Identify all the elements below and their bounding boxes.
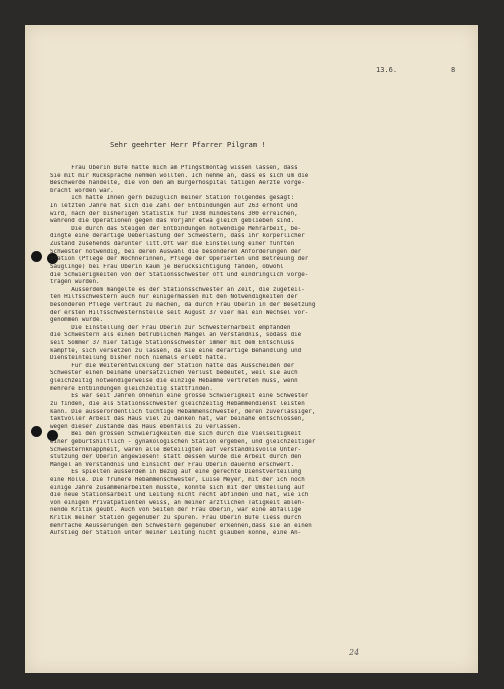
body-line: Aufstieg der Station unter meiner Leitung nicht glauben könne, eine An- <box>50 530 302 537</box>
body-line: eine Rolle. Die frühere Hebammenschwester, Luise Meyer, mit der ich noch <box>50 476 305 483</box>
body-line: Beschwerde handelte, die von den am Bürgerhospital tätigen Aerzte vorge- <box>50 180 305 187</box>
body-line: genommen wurde. <box>50 317 104 324</box>
body-line: die Schwestern als einen betrüblichen Mangel an Verständnis, sodass die <box>50 332 302 339</box>
body-line: Station (Pflege der Wöchnerinnen, Pflege der Operierten und Betreuung der <box>50 256 309 263</box>
body-line: nende Kritik geübt. Auch von Seiten der Frau Oberin, war eine abfällige <box>50 507 302 514</box>
letter-body <box>50 165 460 538</box>
body-line: die neue Stationsarbeit und Leitung nicht recht abfinden und hat, wie ich <box>50 492 309 499</box>
body-line: Kritik meiner Station gegenüber zu spüren. Frau Oberin Bufe liess durch <box>50 515 302 522</box>
punch-hole-1 <box>31 251 42 262</box>
body-line: wird, nach der bisherigen Statistik für 1938 mindestens 300 erreichen, <box>50 210 298 217</box>
body-line: mehrfache Aeusserungen den Schwestern gegenüber erkennen,dass sie an einen <box>50 522 312 529</box>
body-line: In letzten Jahre hat sich die Zahl der Entbindungen auf 263 erhöht und <box>50 203 298 210</box>
body-line: Sie mit mir Rücksprache nehmen wollten. Ich nehme an, dass es sich um die <box>50 172 309 179</box>
body-line: Säuglinge) bei Frau Oberin kaum je Berücksichtigung fanden, obwohl <box>50 263 284 270</box>
body-line: Die Einstellung der Frau Oberin zur Schwesternarbeit empfanden <box>50 324 291 331</box>
body-line: einer geburtshilflich - gynäkologischen Station ergeben, und gleichzeitiger <box>50 438 316 445</box>
body-line: Zustand zusehends darunter litt.Oft war die Einstellung einer fünften <box>50 241 295 248</box>
body-line: besonderen Pflege vertraut zu machen, da durch Frau Oberin in der Besetzung <box>50 301 316 308</box>
body-line: Es spielten ausserdem in Bezug auf eine gerechte Dienstverteilung <box>50 469 302 476</box>
punch-hole-3 <box>31 426 42 437</box>
body-line: Mangel an Verständnis und Einsicht der Frau Oberin dauernd erschwert. <box>50 461 295 468</box>
body-line: Schwester notwendig, bei deren Auswahl die besonderen Anforderungen der <box>50 248 302 255</box>
body-line: während die Operationen gegen das Vorjahr etwa gleich geblieben sind. <box>50 218 295 225</box>
body-line: Schwester einen beinahe unersätzlichen Verlust bedeutet, weil sie auch <box>50 370 298 377</box>
body-line: einige Jahre zusammenarbeiten musste, konnte sich mit der Umstellung auf <box>50 484 305 491</box>
body-line: taktvoller Arbeit das Haus viel zu danken hat, war beinahe entschlossen, <box>50 416 305 423</box>
body-line: Die durch das Steigen der Entbindungen notwendige Mehrarbeit, be- <box>50 225 302 232</box>
body-line: von einigen Privatpatienten weiss, an meiner ärztlichen Tätigkeit ableh- <box>50 499 305 506</box>
body-line: wegen dieser Zustände das Haus ebenfalls zu verlassen. <box>50 423 242 430</box>
body-line: Für die Weiterentwicklung der Station hätte das Ausscheiden der <box>50 362 295 369</box>
body-line: Diensteinteilung bisher noch niemals erlebt hatte. <box>50 355 227 362</box>
body-line: gleichzeitig notwendigerweise die einzige Hebamme vertreten muss, wenn <box>50 378 298 385</box>
body-line: Frau Oberin Bufe hatte mich am Pfingstmontag wissen lassen, dass <box>50 165 298 171</box>
body-line: kann. Die ausserordentlich tüchtige Hebammenschwester, deren zuverlässiger, <box>50 408 316 415</box>
salutation: Sehr geehrter Herr Pfarrer Pilgram ! <box>110 140 266 149</box>
body-line: Schwesternknappheit, wären alle Beteiligten auf verständnisvolle Unter- <box>50 446 302 453</box>
body-line: Bei den grossen Schwierigkeiten die sich durch die Vielseitigkeit <box>50 431 302 438</box>
body-line: ten Hilfsschwestern auch nur einigermassen mit den Notwendigkeiten der <box>50 294 298 301</box>
page-number: 8 <box>451 66 456 74</box>
body-line: bracht worden war. <box>50 187 114 194</box>
body-line: tragen wurden. <box>50 279 100 286</box>
body-line: mehrere Entbindungen gleichzeitig stattfinden. <box>50 385 213 392</box>
body-line: Ich hätte Ihnen gern bezüglich meiner Station folgendes gesagt: <box>50 195 295 202</box>
letter-date: 13.6. <box>376 66 398 74</box>
body-line: die Schwierigkeiten von der Stationsschwester oft und eindringlich vorge- <box>50 271 309 278</box>
body-line: stützung der Oberin angewiesen! statt dessen wurde die Arbeit durch den <box>50 454 302 461</box>
body-line: kämpfte, sich versetzen zu lassen, da sie eine derartige Behandlung und <box>50 347 302 354</box>
body-line: der ersten Hilfsschwesternstelle seit August 37 vier mal ein Wechsel vor- <box>50 309 309 316</box>
body-line: zu finden, die als Stationsschwester gleichzeitig Hebammendienst leisten <box>50 400 305 407</box>
handwritten-mark: 24 <box>349 648 360 657</box>
body-line: Ausserdem mangelte es der Stationsschwester an Zeit, die zugeteil- <box>50 286 305 293</box>
body-line: dingte eine derartige Ueberlastung der Schwestern, dass ihr körperlicher <box>50 233 305 240</box>
body-line: Es war seit Jahren ohnehin eine grosse Schwierigkeit eine Schwester <box>50 393 309 400</box>
body-line: seit Sommer 37 hier tätige Stationsschwester immer mit dem Entschluss <box>50 340 295 347</box>
